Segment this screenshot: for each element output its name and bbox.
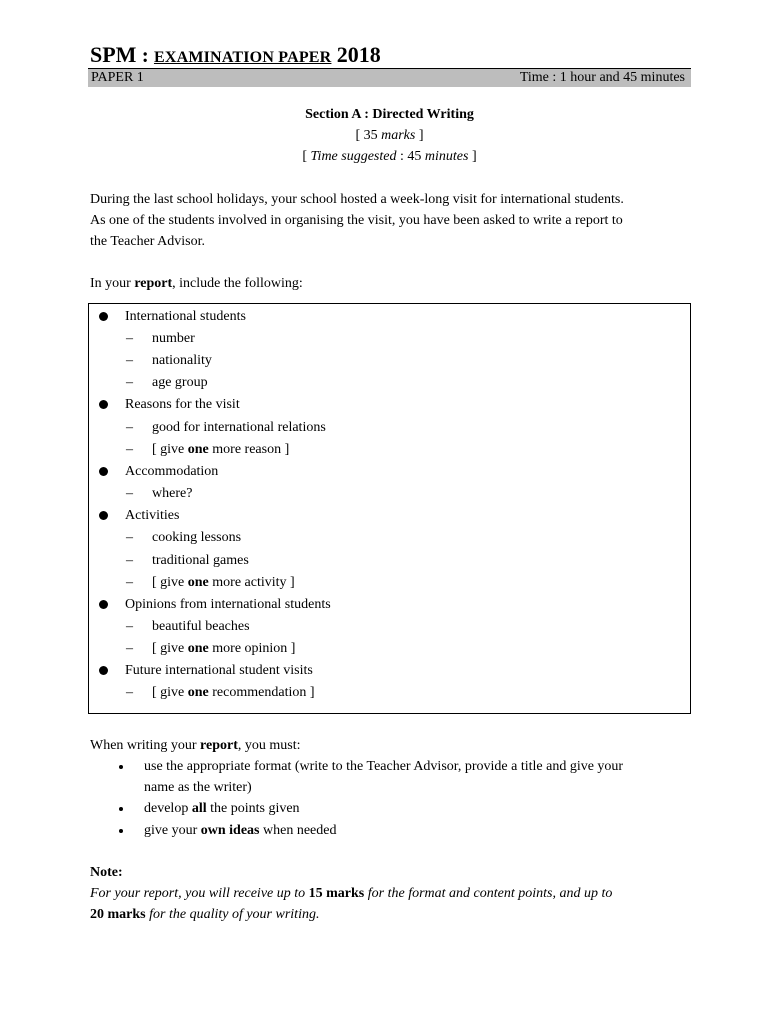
- bullet-icon: [99, 467, 108, 476]
- paper-time: Time : 1 hour and 45 minutes: [519, 70, 685, 85]
- must-point-develop: develop all the points given: [144, 801, 300, 816]
- bullet-icon: [119, 807, 123, 811]
- include-instruction: In your report, include the following:: [90, 276, 303, 291]
- bullet-icon: [99, 600, 108, 609]
- intro-line-1: During the last school holidays, your school hosted a week-long visit for international students.: [90, 192, 624, 207]
- exam-title: [90, 43, 381, 70]
- must-point-format-cont: name as the writer): [144, 780, 252, 795]
- bullet-icon: [119, 765, 123, 769]
- bullet-icon: [99, 511, 108, 520]
- title-exam: EXAMINATION PAPER: [153, 49, 332, 66]
- must-point-ideas: give your own ideas when needed: [144, 823, 337, 838]
- bullet-icon: [99, 666, 108, 675]
- paper-number: PAPER 1: [91, 70, 144, 85]
- must-point-format: use the appropriate format (write to the Teacher Advisor, provide a title and give your: [144, 759, 624, 774]
- note-line-2: 20 marks for the quality of your writing.: [90, 907, 320, 922]
- intro-line-3: the Teacher Advisor.: [90, 234, 206, 249]
- section-time: [ Time suggested : 45 minutes ]: [302, 149, 477, 164]
- content-points-box: International students – number – nationality – age group Reasons for the visit – good for international relations – [ give one more reason ] Accommodation – where? Activities – cooking lessons – traditional games – [ give one more activity ] Opinions from international students – beautiful beaches – [ give one more opinion ] Future international student visits – [ give one recommendation ]: [88, 303, 691, 714]
- must-instruction: When writing your report, you must:: [90, 738, 301, 753]
- title-spm: SPM: [90, 42, 137, 67]
- paper-info-bar: [88, 68, 691, 87]
- title-colon: :: [141, 43, 149, 67]
- note-line-1: For your report, you will receive up to 15 marks for the format and content points, and up to: [90, 886, 613, 901]
- bullet-icon: [99, 312, 108, 321]
- bullet-icon: [99, 400, 108, 409]
- title-year: 2018: [336, 42, 381, 67]
- intro-line-2: As one of the students involved in organising the visit, you have been asked to write a report to: [90, 213, 623, 228]
- note-label: Note:: [90, 865, 123, 880]
- section-marks: [ 35 marks ]: [355, 128, 424, 143]
- section-title: Section A : Directed Writing: [305, 107, 474, 122]
- bullet-icon: [119, 829, 123, 833]
